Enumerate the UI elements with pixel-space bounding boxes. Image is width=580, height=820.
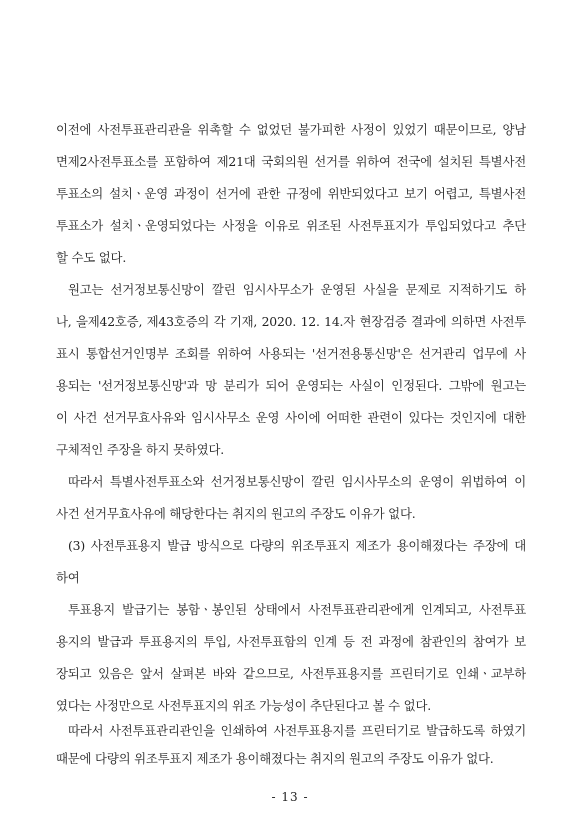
page-number: - 13 -: [271, 790, 309, 804]
body-text-line: 원고는 선거정보통신망이 깔린 임시사무소가 운영된 사실을 문제로 지적하기도 하: [68, 282, 526, 297]
section-heading-line: (3) 사전투표용지 발급 방식으로 다량의 위조투표지 제조가 용이해졌다는 주장에 대: [68, 538, 526, 553]
body-text-line: 할 수도 없다.: [56, 250, 127, 265]
section-heading-line: 하여: [56, 570, 80, 585]
body-text-line: 나, 을제42호증, 제43호증의 각 기재, 2020. 12. 14.자 현장검증 결과에 의하면 사전투: [56, 314, 526, 329]
body-text-line: 따라서 사전투표관리관인을 인쇄하여 사전투표용지를 프린터기로 발급하도록 하였기: [68, 723, 526, 738]
body-text-line: 투표용지 발급기는 봉함ㆍ봉인된 상태에서 사전투표관리관에게 인계되고, 사전투표: [68, 602, 526, 617]
body-text-line: 이 사건 선거무효사유와 임시사무소 운영 사이에 어떠한 관련이 있다는 것인지에 대한: [56, 410, 526, 425]
body-text-line: 구체적인 주장을 하지 못하였다.: [56, 442, 224, 457]
body-text-line: 표시 통합선거인명부 조회를 위하여 사용되는 '선거전용통신망'은 선거관리 업무에 사: [56, 346, 526, 361]
body-text-line: 면제2사전투표소를 포함하여 제21대 국회의원 선거를 위하여 전국에 설치된 특별사전: [56, 154, 526, 169]
body-text-line: 때문에 다량의 위조투표지 제조가 용이해졌다는 취지의 원고의 주장도 이유가 없다.: [56, 751, 494, 766]
body-text-line: 용지의 발급과 투표용지의 투입, 사전투표함의 인계 등 전 과정에 참관인의 참여가 보: [56, 634, 526, 649]
body-text-line: 장되고 있음은 앞서 살펴본 바와 같으므로, 사전투표용지를 프린터기로 인쇄ㆍ교부하: [56, 666, 526, 681]
body-text-line: 용되는 '선거정보통신망'과 망 분리가 되어 운영되는 사실이 인정된다. 그밖에 원고는: [56, 378, 526, 393]
body-text-line: 였다는 사정만으로 사전투표지의 위조 가능성이 추단된다고 볼 수 없다.: [56, 698, 431, 713]
body-text-line: 사건 선거무효사유에 해당한다는 취지의 원고의 주장도 이유가 없다.: [56, 506, 416, 521]
body-text-line: 투표소의 설치ㆍ운영 과정이 선거에 관한 규정에 위반되었다고 보기 어렵고, 특별사전: [56, 186, 526, 201]
body-text-line: 이전에 사전투표관리관을 위촉할 수 없었던 불가피한 사정이 있었기 때문이므로, 양남: [56, 122, 526, 137]
body-text-line: 따라서 특별사전투표소와 선거정보통신망이 깔린 임시사무소의 운영이 위법하여 이: [68, 474, 526, 489]
body-text-line: 투표소가 설치ㆍ운영되었다는 사정을 이유로 위조된 사전투표지가 투입되었다고 추단: [56, 218, 526, 233]
